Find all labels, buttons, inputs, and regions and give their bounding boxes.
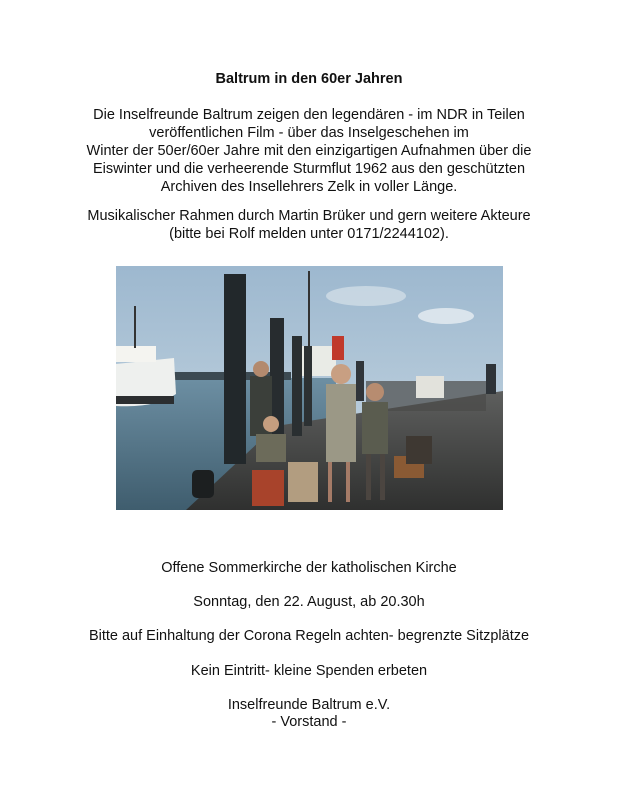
music-line: Musikalischer Rahmen durch Martin Brüker und gern weitere Akteure — [87, 208, 531, 224]
intro-paragraph — [0, 106, 618, 196]
footer-org: Inselfreunde Baltrum e.V. — [227, 697, 391, 713]
music-paragraph — [0, 207, 618, 243]
event-notice: Bitte auf Einhaltung der Corona Regeln achten- begrenzte Sitzplätze — [88, 628, 530, 644]
intro-line: Archiven des Insellehrers Zelk in voller Länge. — [160, 179, 458, 195]
footer-board: - Vorstand - — [271, 714, 347, 730]
event-date: Sonntag, den 22. August, ab 20.30h — [193, 594, 425, 610]
page-title: Baltrum in den 60er Jahren — [215, 71, 403, 87]
intro-line: Eiswinter und die verheerende Sturmflut 1962 aus den geschützten — [92, 161, 526, 177]
intro-line: veröffentlichen Film - über das Inselgeschehen im — [149, 125, 469, 141]
event-admission: Kein Eintritt- kleine Spenden erbeten — [190, 663, 428, 679]
intro-line: Winter der 50er/60er Jahre mit den einzigartigen Aufnahmen über die — [86, 143, 532, 159]
intro-line: Die Inselfreunde Baltrum zeigen den legendären - im NDR in Teilen — [93, 107, 525, 123]
event-title: Offene Sommerkirche der katholischen Kirche — [161, 560, 457, 576]
music-line: (bitte bei Rolf melden unter 0171/2244102). — [169, 226, 449, 242]
harbor-photo-illustration — [116, 266, 503, 510]
harbor-photo — [116, 266, 503, 510]
